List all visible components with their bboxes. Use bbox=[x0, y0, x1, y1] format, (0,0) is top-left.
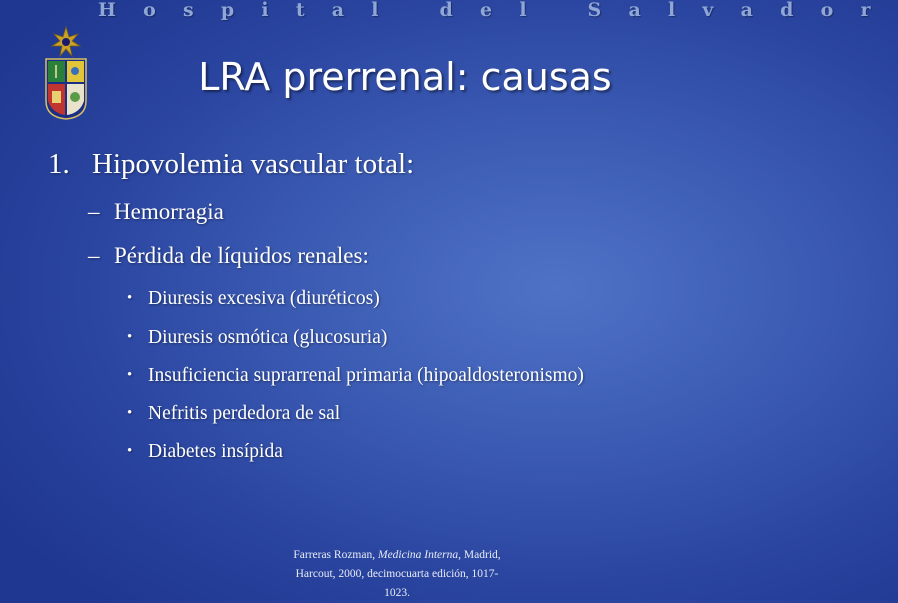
star-icon bbox=[52, 27, 80, 56]
shield-icon bbox=[46, 59, 86, 119]
bullet-icon: • bbox=[127, 443, 133, 459]
list-item-text: Diabetes insípida bbox=[148, 441, 283, 462]
bullet-icon: • bbox=[127, 367, 133, 383]
list-item-text: Diuresis excesiva (diuréticos) bbox=[148, 288, 380, 309]
dash-marker: – bbox=[88, 199, 100, 224]
citation-line-3: 1023. bbox=[384, 587, 410, 599]
list-number: 1. bbox=[48, 148, 70, 180]
bullet-icon: • bbox=[127, 290, 133, 306]
list-item-level3 bbox=[127, 324, 387, 351]
citation bbox=[262, 546, 532, 603]
dash-marker: – bbox=[88, 243, 100, 268]
bullet-icon: • bbox=[127, 329, 133, 345]
citation-line-1 bbox=[262, 546, 532, 565]
list-item-level2 bbox=[88, 241, 369, 271]
list-item-level3 bbox=[127, 285, 380, 312]
citation-author: Farreras Rozman, bbox=[293, 549, 376, 561]
list-item-text: Hemorragia bbox=[114, 199, 224, 224]
list-item-level3 bbox=[127, 438, 283, 465]
list-item-level1 bbox=[48, 146, 414, 182]
list-item-text: Diuresis osmótica (glucosuria) bbox=[148, 327, 388, 348]
hospital-header: Hospital del Salvador bbox=[98, 0, 898, 21]
list-item-level3 bbox=[127, 400, 340, 427]
list-item-level2 bbox=[88, 197, 224, 227]
list-item-text: Nefritis perdedora de sal bbox=[148, 403, 341, 424]
list-item-level3 bbox=[127, 362, 584, 389]
slide-title: LRA prerrenal: causas bbox=[198, 55, 612, 99]
citation-rest: , Madrid, bbox=[458, 549, 501, 561]
list-item-text: Pérdida de líquidos renales: bbox=[114, 243, 369, 268]
university-logo bbox=[40, 25, 92, 121]
bullet-icon: • bbox=[127, 405, 133, 421]
list-item-text: Hipovolemia vascular total: bbox=[92, 148, 415, 180]
list-item-text: Insuficiencia suprarrenal primaria (hipoaldosteronismo) bbox=[148, 365, 584, 386]
citation-book: Medicina Interna bbox=[377, 549, 459, 561]
citation-line-2: Harcout, 2000, decimocuarta edición, 1017- bbox=[295, 568, 499, 580]
